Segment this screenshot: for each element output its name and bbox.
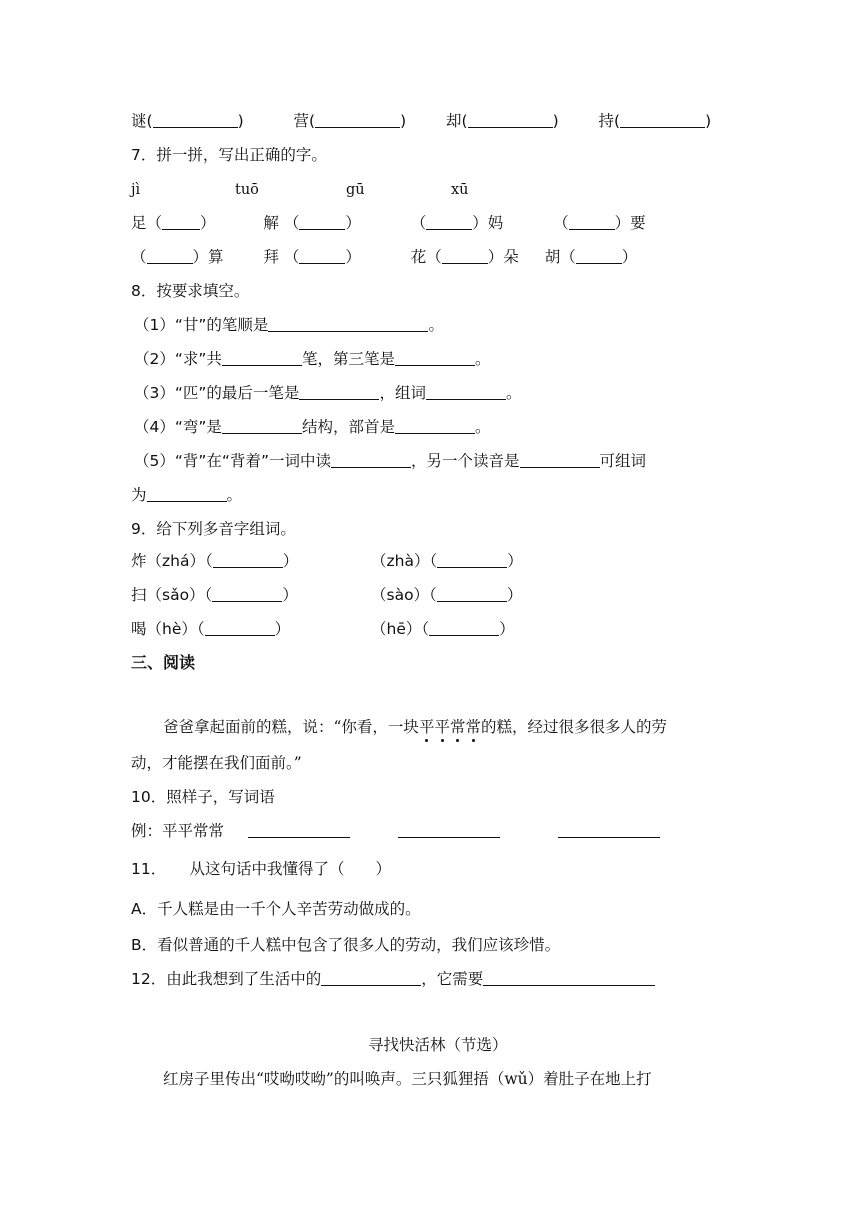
q8-text: 。 [226,486,243,504]
answer-blank[interactable] [520,452,600,468]
answer-blank[interactable] [212,586,282,602]
q9-text: 喝（hè）（ [131,620,205,638]
passage-text: 爸爸拿起面前的糕，说：“你看，一块 [163,718,419,736]
answer-blank[interactable] [222,418,302,434]
q9-row-2: 扫（sǎo）（ ） [131,586,298,604]
q8-text: ，另一个读音是 [410,452,520,470]
q8-text: 可组词 [599,452,647,470]
answer-blank[interactable] [205,620,275,636]
pinyin-4: xū [451,182,469,198]
answer-blank[interactable] [315,112,400,128]
q10-example-text: 例：平平常常 [131,822,225,840]
answer-blank[interactable] [222,350,302,366]
q9-text: （zhà）（ [371,552,438,570]
answer-blank[interactable] [437,586,507,602]
answer-blank[interactable] [248,822,350,838]
q9-row-1: 炸（zhá）（ ） [131,552,299,570]
q7-char: 算 [208,248,224,266]
q9-text: 炸（zhá）（ [131,552,213,570]
answer-blank[interactable] [426,384,506,400]
answer-blank[interactable] [147,248,193,264]
q8-text: 为 [131,486,147,504]
q7-char: 胡 [544,248,561,266]
answer-blank[interactable] [162,214,200,230]
q8-text: （5）“背”在“背着”一词中读 [134,452,331,470]
passage-line-1 [163,717,667,737]
answer-blank[interactable] [468,112,553,128]
dotted-char: 常 [465,718,481,736]
q11-option-b[interactable]: B．看似普通的千人糕中包含了很多人的劳动，我们应该珍惜。 [131,936,561,954]
answer-blank[interactable] [437,552,507,568]
q9-row-1b: （zhà）（ ） [371,552,523,570]
q8-text: （1）“甘”的笔顺是 [134,316,269,334]
answer-blank[interactable] [153,112,238,128]
q12-text: 12．由此我想到了生活中的 [131,970,322,988]
dotted-char: 平 [418,718,435,736]
answer-blank[interactable] [398,822,500,838]
q8-text: （4）“弯”是 [134,418,222,436]
q8-item-5 [134,451,646,471]
answer-blank[interactable] [395,350,475,366]
answer-blank[interactable] [429,620,499,636]
answer-blank[interactable] [569,214,615,230]
answer-blank[interactable] [299,248,345,264]
answer-blank[interactable] [426,214,472,230]
q12-text: ，它需要 [421,970,484,988]
story-title: 寻找快活林（节选） [368,1036,508,1054]
q7-char: 拜 [263,248,279,266]
q6-char-4: 持 [598,112,615,130]
q7-char: 足 [131,214,147,232]
answer-blank[interactable] [213,552,283,568]
answer-blank[interactable] [268,316,428,332]
q8-item-3 [134,383,521,403]
q8-text: 。 [474,418,491,436]
q9-title: 9．给下列多音字组词。 [131,520,296,538]
q8-text: 笔，第三笔是 [301,350,395,368]
q8-text: ，组词 [379,384,426,402]
pinyin-2: tuō [235,182,259,198]
q8-text: 结构，部首是 [301,418,395,436]
q9-text: （hē）（ [371,620,430,638]
q6-char-2: 营 [293,112,310,130]
q6-char-3: 却 [446,112,462,130]
q8-text: （3）“匹”的最后一笔是 [134,384,300,402]
q9-row-3b: （hē）（ ） [371,620,515,638]
q7-char: 花 [410,248,427,266]
section-heading: 三、阅读 [131,653,196,672]
q9-row-2b: （sào）（ ） [371,586,523,604]
q7-char: 妈 [487,214,504,232]
answer-blank[interactable] [395,418,475,434]
dotted-char: 平 [434,718,450,736]
answer-blank[interactable] [558,822,660,838]
q8-text: 。 [505,384,522,402]
q7-char: 朵 [503,248,519,266]
q7-row-1: 足（ ） 解 （ ） （ ）妈 （ ）要 [131,214,646,232]
q12 [131,969,655,989]
answer-blank[interactable] [576,248,622,264]
q8-text: 。 [474,350,491,368]
q8-item-5-cont [131,485,242,505]
q8-title: 8．按要求填空。 [131,282,250,300]
q7-char: 要 [630,214,646,232]
answer-blank[interactable] [483,970,655,986]
q9-text: 扫（sǎo）（ [131,586,213,604]
answer-blank[interactable] [147,486,227,502]
q9-row-3: 喝（hè）（ ） [131,620,291,638]
q6-row: 谜( ) 营( ) 却( ) 持( ) [131,112,712,130]
q8-item-1 [134,315,444,335]
q7-char: 解 [263,214,279,232]
answer-blank[interactable] [442,248,488,264]
q11-title: 11． 从这句话中我懂得了（ ） [131,860,391,878]
q10-title: 10．照样子，写词语 [131,788,275,806]
q7-row-2: （ ）算 拜 （ ） 花（ ）朵 胡（ ） [131,248,638,266]
q9-text: （sào）（ [371,586,437,604]
story-line-1: 红房子里传出“哎呦哎呦”的叫唤声。三只狐狸捂（wǔ）着肚子在地上打 [163,1070,652,1088]
pinyin-1: jì [131,182,141,198]
q8-item-2 [134,349,490,369]
q8-item-4 [134,417,490,437]
q8-text: （2）“求”共 [134,350,222,368]
q11-option-a[interactable]: A．千人糕是由一千个人辛苦劳动做成的。 [131,900,421,918]
passage-line-2: 动，才能摆在我们面前。” [131,754,302,772]
q6-char-1: 谜 [131,112,147,130]
pinyin-3: gū [346,182,365,198]
q8-text: 。 [428,316,444,334]
answer-blank[interactable] [299,214,345,230]
q7-title: 7．拼一拼，写出正确的字。 [131,146,327,164]
answer-blank[interactable] [321,970,421,986]
answer-blank[interactable] [620,112,705,128]
passage-text: 的糕，经过很多很多人的劳 [481,718,668,736]
q10-example [131,821,660,841]
answer-blank[interactable] [299,384,379,400]
answer-blank[interactable] [331,452,411,468]
dotted-char: 常 [449,718,466,736]
